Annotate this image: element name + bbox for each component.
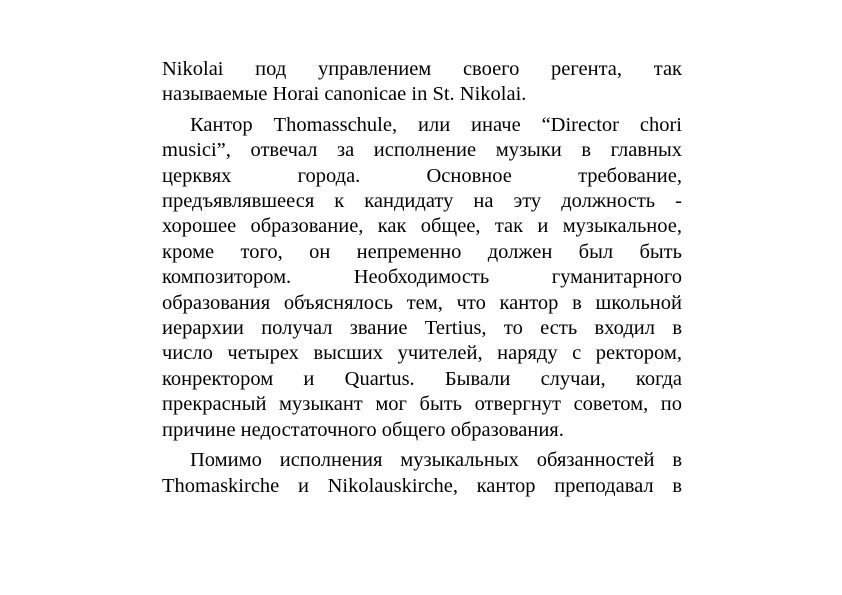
text-line: причине недостаточного общего образования.: [162, 418, 564, 441]
text-line: называемые Horai canonicae in St. Nikolai.: [162, 83, 527, 106]
text-line: иерархии получал звание Tertius, то есть входил в: [162, 317, 682, 340]
text-line: musici”, отвечал за исполнение музыки в главных: [162, 139, 682, 162]
text-line: Кантор Thomasschule, или иначе “Director chori: [190, 113, 682, 136]
text-line: предъявлявшееся к кандидату на эту должность -: [162, 190, 682, 213]
text-line: Thomaskirche и Nikolauskirche, кантор преподавал в: [162, 474, 682, 497]
paragraph-teaching: [162, 448, 682, 499]
text-line: церквях города. Основное требование,: [162, 164, 682, 187]
text-line: Помимо исполнения музыкальных обязанностей в: [190, 449, 682, 472]
text-line: образования объяснялось тем, что кантор в школьной: [162, 291, 682, 314]
text-line: число четырех высших учителей, наряду с ректором,: [162, 342, 682, 365]
text-line: кроме того, он непременно должен был быть: [162, 240, 682, 263]
text-line: хорошее образование, как общее, так и музыкальное,: [162, 215, 682, 238]
paragraph-continuation: [162, 57, 682, 108]
text-line: прекрасный музыкант мог быть отвергнут советом, по: [162, 393, 682, 416]
body-text: [162, 57, 682, 499]
text-line: Nikolai под управлением своего регента, так: [162, 58, 682, 80]
paragraph-cantor-duties: [162, 113, 682, 443]
text-line: композитором. Необходимость гуманитарного: [162, 266, 682, 289]
text-line: конректором и Quartus. Бывали случаи, когда: [162, 367, 682, 390]
